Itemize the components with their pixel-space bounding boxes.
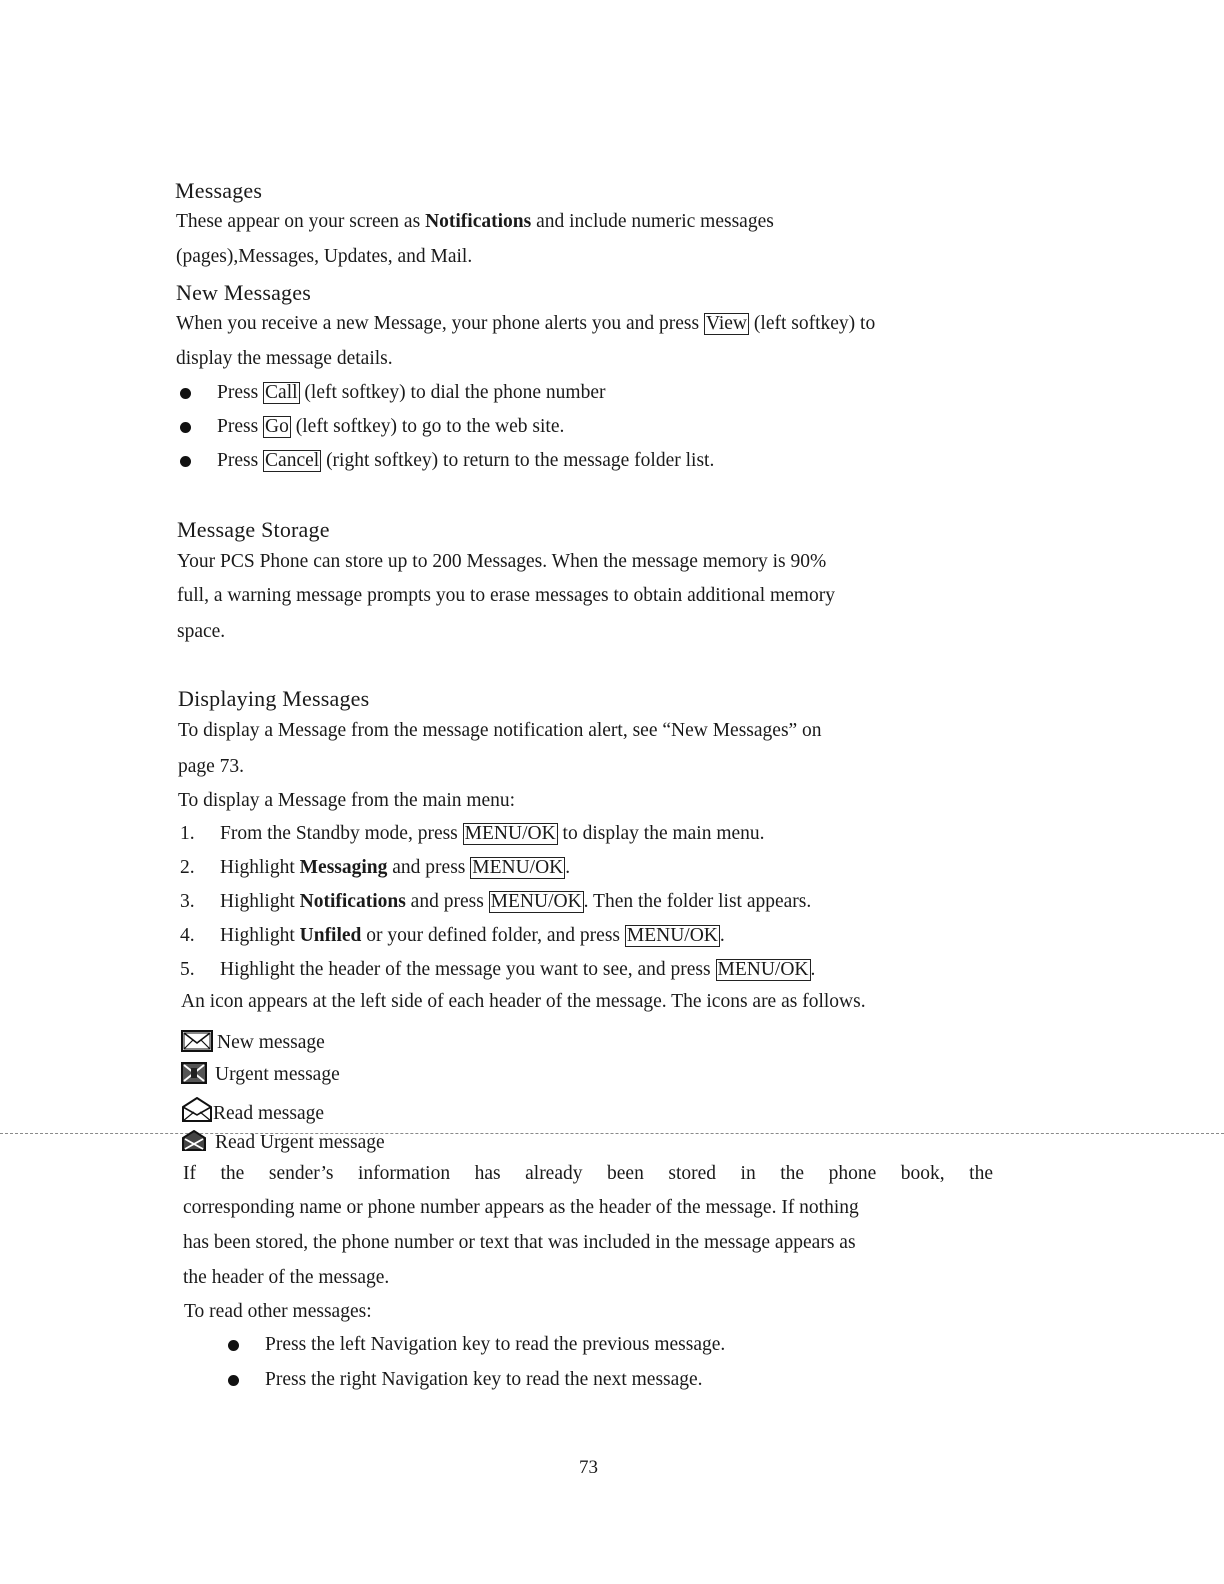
- new-messages-line-2: display the message details.: [176, 348, 393, 369]
- step-item: [180, 890, 811, 914]
- sender-info-line-4: the header of the message.: [183, 1267, 390, 1288]
- displaying-intro-2: page 73.: [178, 756, 245, 777]
- text: (left softkey) to: [749, 313, 876, 334]
- text: and press: [405, 891, 489, 912]
- list-item: [228, 1333, 725, 1357]
- bold-term: Messaging: [299, 857, 388, 878]
- step-item: [180, 856, 570, 880]
- urgent-message-icon: [181, 1062, 207, 1091]
- text: .: [565, 857, 571, 878]
- text: .: [810, 959, 816, 980]
- list-item: [180, 449, 714, 473]
- read-message-icon: [181, 1097, 213, 1130]
- messages-heading: Messages: [175, 178, 263, 203]
- sender-info-line-1: If the sender’s information has already been stored in the phone book, the: [183, 1163, 993, 1184]
- new-messages-heading: New Messages: [176, 280, 311, 305]
- menu-ok-key: MENU/OK: [472, 857, 564, 878]
- text: and include numeric messages: [531, 211, 774, 232]
- storage-line-2: full, a warning message prompts you to erase messages to obtain additional memory: [177, 585, 835, 606]
- text: Press: [217, 450, 264, 471]
- step-number: 2.: [180, 857, 195, 878]
- go-softkey: Go: [265, 416, 289, 437]
- text: Highlight: [220, 925, 300, 946]
- call-softkey: Call: [265, 382, 298, 403]
- bold-term: Notifications: [299, 891, 406, 912]
- menu-ok-key: MENU/OK: [717, 959, 809, 980]
- bullet-icon: [228, 1375, 239, 1386]
- text: to display the main menu.: [557, 823, 765, 844]
- text: (left softkey) to dial the phone number: [299, 382, 606, 403]
- bold-term: Unfiled: [299, 925, 362, 946]
- new-message-icon: [181, 1030, 213, 1059]
- text: These appear on your screen as: [176, 211, 426, 232]
- text: Read Urgent message: [215, 1132, 385, 1153]
- list-item: [180, 381, 606, 405]
- text: Highlight: [220, 891, 300, 912]
- menu-ok-key: MENU/OK: [464, 823, 556, 844]
- sender-info-line-3: has been stored, the phone number or text that was included in the message appears as: [183, 1232, 856, 1253]
- text: . Then the folder list appears.: [583, 891, 812, 912]
- bullet-icon: [228, 1340, 239, 1351]
- displaying-messages-heading: Displaying Messages: [178, 686, 370, 711]
- text: Highlight the header of the message you want to see, and press: [220, 959, 716, 980]
- menu-ok-key: MENU/OK: [626, 925, 718, 946]
- text: New message: [217, 1032, 325, 1053]
- message-storage-heading: Message Storage: [177, 517, 330, 542]
- text: (right softkey) to return to the message folder list.: [321, 450, 715, 471]
- icon-legend-item: [181, 1062, 340, 1091]
- text: Press: [217, 382, 264, 403]
- step-number: 3.: [180, 891, 195, 912]
- text: From the Standby mode, press: [220, 823, 463, 844]
- icon-legend-item: [181, 1030, 325, 1059]
- page-number: 73: [579, 1457, 598, 1478]
- list-item: [180, 415, 564, 439]
- bullet-icon: [180, 422, 191, 433]
- icon-legend-item: [181, 1130, 385, 1159]
- storage-line-3: space.: [177, 621, 226, 642]
- new-messages-line-1: [176, 312, 875, 336]
- text: or your defined folder, and press: [361, 925, 625, 946]
- text: Press: [217, 416, 264, 437]
- menu-ok-key: MENU/OK: [490, 891, 582, 912]
- step-number: 5.: [180, 959, 195, 980]
- text: When you receive a new Message, your phone alerts you and press: [176, 313, 704, 334]
- bold-term: Notifications: [425, 211, 532, 232]
- step-number: 4.: [180, 925, 195, 946]
- storage-line-1: Your PCS Phone can store up to 200 Messages. When the message memory is 90%: [177, 551, 827, 572]
- list-item: [228, 1368, 703, 1392]
- messages-line-1: [176, 210, 774, 234]
- text: .: [719, 925, 725, 946]
- text: and press: [387, 857, 471, 878]
- icon-legend-item: [181, 1097, 324, 1130]
- text: Urgent message: [215, 1064, 340, 1085]
- sender-info-line-2: corresponding name or phone number appears as the header of the message. If nothing: [183, 1197, 859, 1218]
- text: Press the left Navigation key to read the previous message.: [265, 1334, 726, 1355]
- bullet-icon: [180, 456, 191, 467]
- cancel-softkey: Cancel: [265, 450, 320, 471]
- bullet-icon: [180, 388, 191, 399]
- text: Highlight: [220, 857, 300, 878]
- read-urgent-message-icon: [181, 1130, 207, 1159]
- step-number: 1.: [180, 823, 195, 844]
- other-messages-intro: To read other messages:: [184, 1301, 372, 1322]
- step-item: [180, 958, 815, 982]
- messages-line-2: (pages),Messages, Updates, and Mail.: [176, 246, 473, 267]
- icons-intro: An icon appears at the left side of each header of the message. The icons are as follows.: [181, 991, 866, 1012]
- text: Press the right Navigation key to read the next message.: [265, 1369, 703, 1390]
- text: (left softkey) to go to the web site.: [290, 416, 565, 437]
- step-item: [180, 924, 725, 948]
- view-softkey: View: [705, 313, 748, 334]
- text: Read message: [213, 1103, 325, 1124]
- displaying-intro-3: To display a Message from the main menu:: [178, 790, 516, 811]
- displaying-intro-1: To display a Message from the message notification alert, see “New Messages” on: [178, 720, 822, 741]
- step-item: [180, 822, 765, 846]
